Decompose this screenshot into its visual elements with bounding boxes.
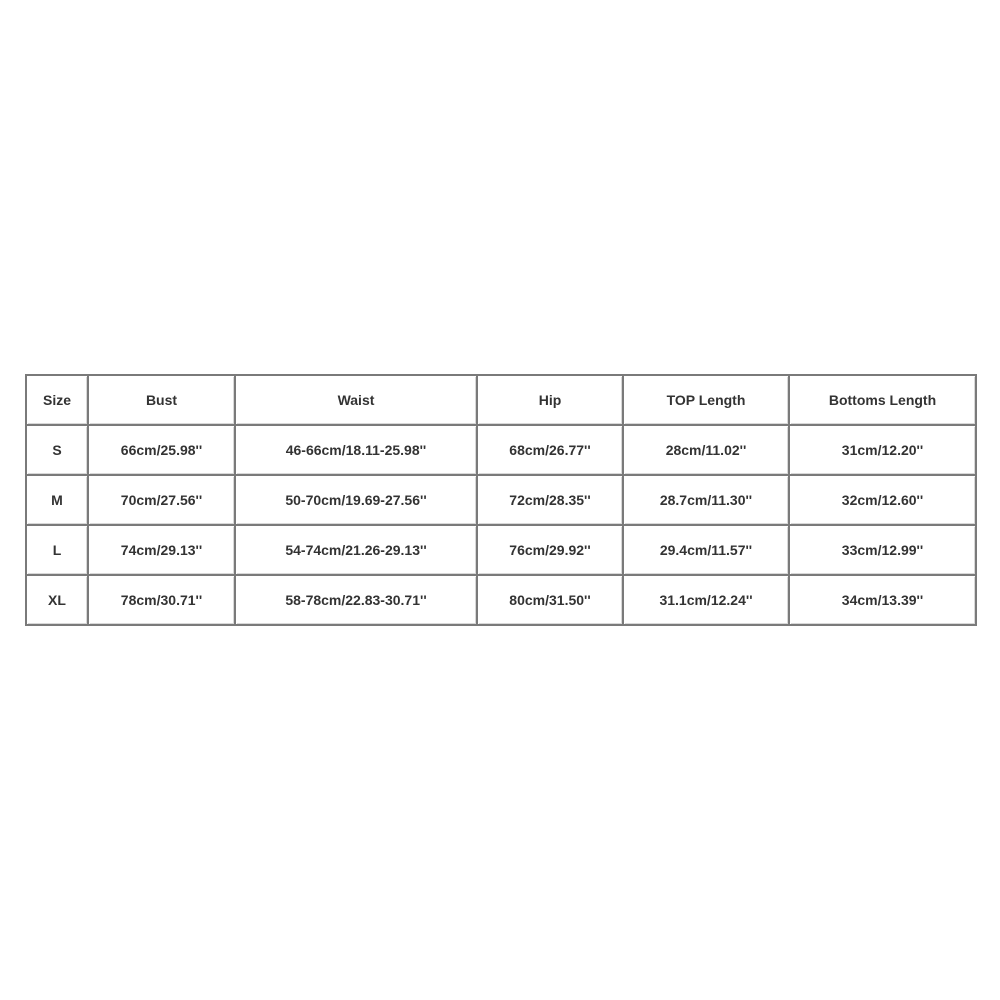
header-waist: Waist bbox=[236, 376, 478, 426]
cell-top-length: 31.1cm/12.24'' bbox=[624, 576, 790, 626]
header-size: Size bbox=[27, 376, 89, 426]
table-row-m bbox=[27, 476, 977, 526]
cell-bottoms-length: 32cm/12.60'' bbox=[790, 476, 977, 526]
table-row-xl bbox=[27, 576, 977, 626]
cell-waist: 46-66cm/18.11-25.98'' bbox=[236, 426, 478, 476]
cell-size: M bbox=[27, 476, 89, 526]
cell-size: S bbox=[27, 426, 89, 476]
cell-bust: 74cm/29.13'' bbox=[89, 526, 236, 576]
cell-hip: 80cm/31.50'' bbox=[478, 576, 624, 626]
cell-size: L bbox=[27, 526, 89, 576]
table-row-l bbox=[27, 526, 977, 576]
table-row-s bbox=[27, 426, 977, 476]
size-chart-table bbox=[25, 374, 977, 626]
cell-bottoms-length: 34cm/13.39'' bbox=[790, 576, 977, 626]
cell-hip: 68cm/26.77'' bbox=[478, 426, 624, 476]
cell-top-length: 28cm/11.02'' bbox=[624, 426, 790, 476]
cell-waist: 54-74cm/21.26-29.13'' bbox=[236, 526, 478, 576]
cell-size: XL bbox=[27, 576, 89, 626]
cell-bottoms-length: 31cm/12.20'' bbox=[790, 426, 977, 476]
cell-waist: 58-78cm/22.83-30.71'' bbox=[236, 576, 478, 626]
header-bust: Bust bbox=[89, 376, 236, 426]
cell-bust: 70cm/27.56'' bbox=[89, 476, 236, 526]
cell-hip: 76cm/29.92'' bbox=[478, 526, 624, 576]
cell-hip: 72cm/28.35'' bbox=[478, 476, 624, 526]
cell-top-length: 29.4cm/11.57'' bbox=[624, 526, 790, 576]
cell-bust: 66cm/25.98'' bbox=[89, 426, 236, 476]
cell-bottoms-length: 33cm/12.99'' bbox=[790, 526, 977, 576]
cell-bust: 78cm/30.71'' bbox=[89, 576, 236, 626]
cell-top-length: 28.7cm/11.30'' bbox=[624, 476, 790, 526]
cell-waist: 50-70cm/19.69-27.56'' bbox=[236, 476, 478, 526]
header-row bbox=[27, 376, 977, 426]
header-bottoms-length: Bottoms Length bbox=[790, 376, 977, 426]
header-hip: Hip bbox=[478, 376, 624, 426]
header-top-length: TOP Length bbox=[624, 376, 790, 426]
